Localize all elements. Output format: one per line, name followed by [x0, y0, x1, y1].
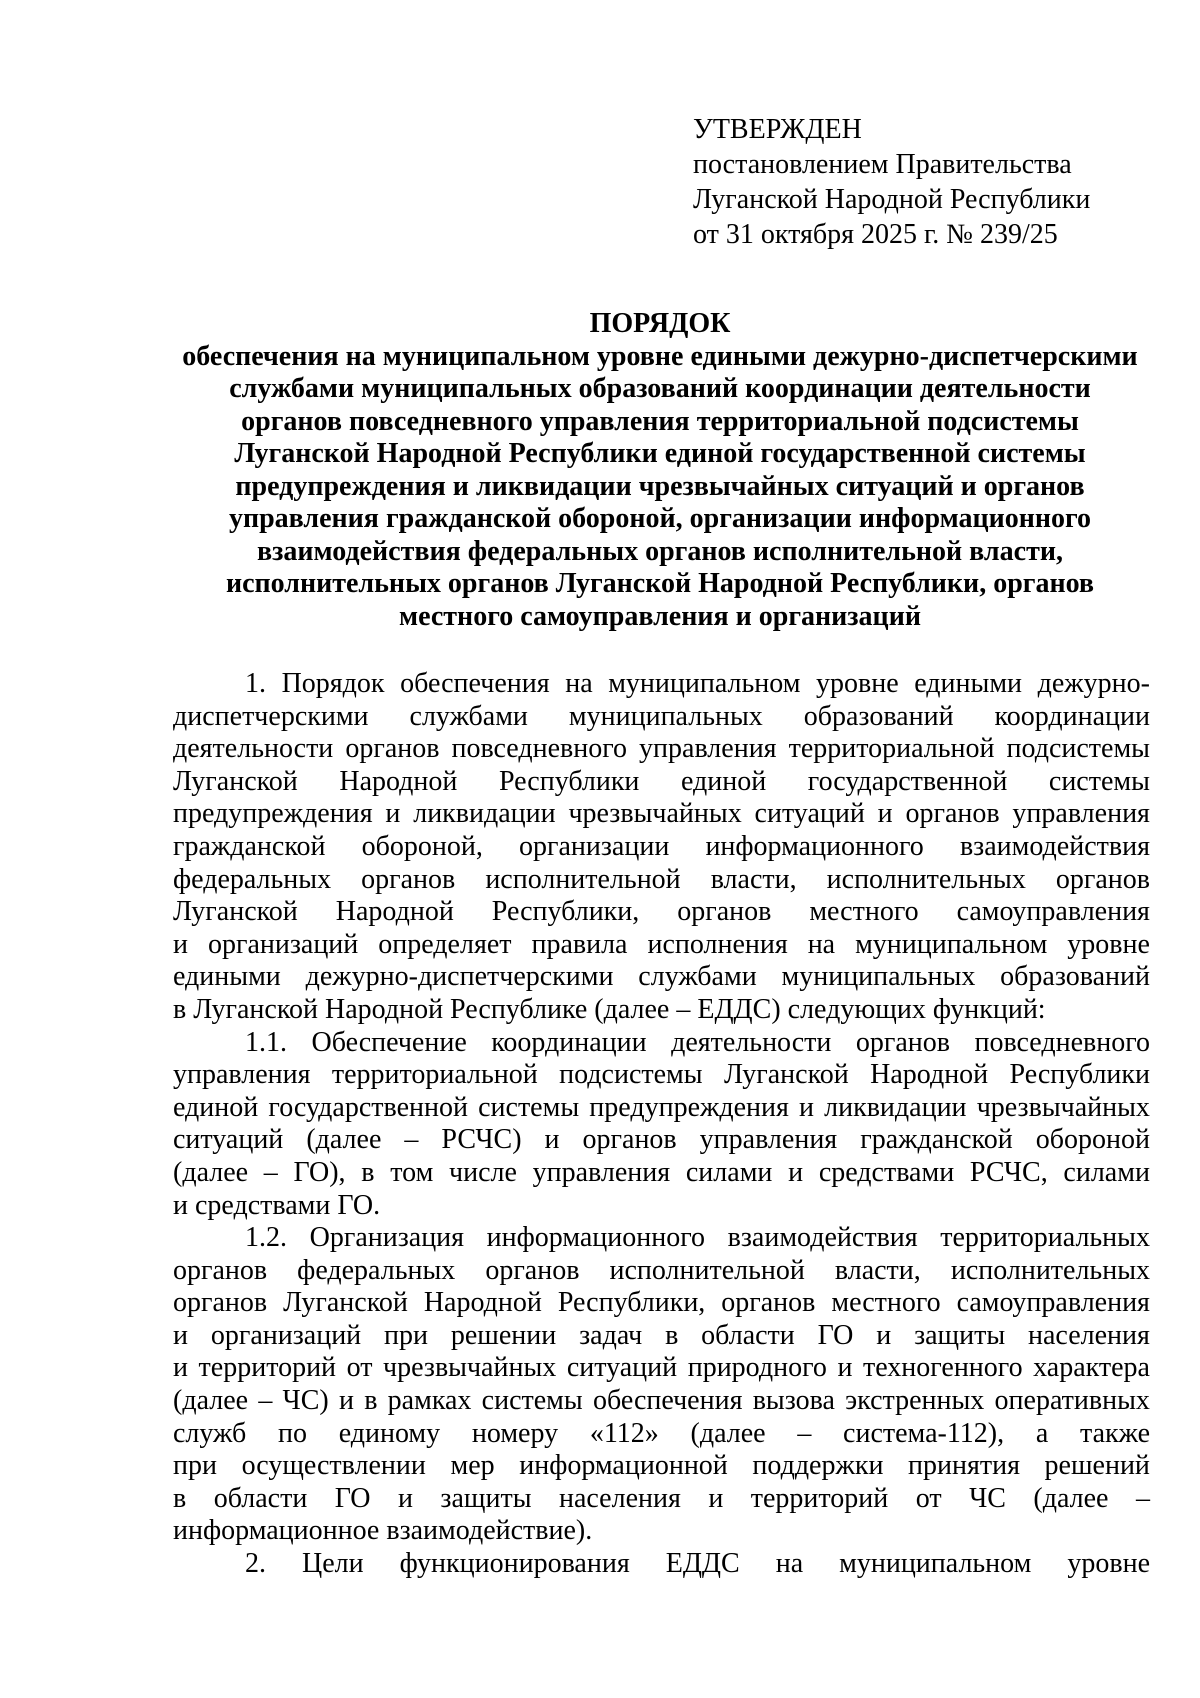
text-line: и организаций при решении задач в области ГО и защиты населения: [173, 1319, 1150, 1351]
text-line: предупреждения и ликвидации чрезвычайных ситуаций и органов управления: [173, 798, 1150, 830]
text-line: 1.1. Обеспечение координации деятельности органов повседневного: [245, 1026, 1150, 1058]
document-title-block: [160, 308, 1160, 633]
document-body: [173, 668, 1150, 1581]
document-subtitle-line: исполнительных органов Луганской Народной Республики, органов: [225, 568, 1095, 599]
text-line: при осуществлении мер информационной поддержки принятия решений: [173, 1450, 1150, 1482]
text-line: деятельности органов повседневного управления территориальной подсистемы: [173, 733, 1150, 765]
text-line: в области ГО и защиты населения и территорий от ЧС (далее –: [173, 1482, 1150, 1514]
text-line: Луганской Народной Республики единой государственной системы: [173, 765, 1150, 797]
text-line: и средствами ГО.: [173, 1189, 381, 1221]
text-line: информационное взаимодействие).: [173, 1515, 593, 1547]
document-subtitle-line: Луганской Народной Республики единой государственной системы: [234, 438, 1086, 469]
paragraph-1-1: [173, 1027, 1150, 1223]
text-line: 1. Порядок обеспечения на муниципальном уровне едиными дежурно-: [245, 668, 1150, 699]
text-line: гражданской обороной, организации информационного взаимодействия: [173, 830, 1150, 862]
document-heading: ПОРЯДОК: [589, 308, 731, 339]
text-line: 2. Цели функционирования ЕДДС на муниципальном уровне: [245, 1548, 1150, 1580]
paragraph-2: [173, 1548, 1150, 1581]
document-subtitle-line: обеспечения на муниципальном уровне едиными дежурно-диспетчерскими: [182, 340, 1138, 372]
document-subtitle-line: органов повседневного управления территориальной подсистемы: [241, 405, 1079, 437]
text-line: органов федеральных органов исполнительной власти, исполнительных: [173, 1254, 1150, 1286]
text-line: в Луганской Народной Республике (далее – ЕДДС) следующих функций:: [173, 993, 1046, 1025]
document-subtitle-line: предупреждения и ликвидации чрезвычайных ситуаций и органов: [235, 470, 1085, 502]
document-subtitle-line: взаимодействия федеральных органов исполнительной власти,: [257, 535, 1063, 567]
document-subtitle-line: местного самоуправления и организаций: [399, 600, 921, 632]
text-line: управления территориальной подсистемы Луганской Народной Республики: [173, 1059, 1150, 1091]
approval-line: Луганской Народной Республики: [693, 184, 1091, 215]
text-line: едиными дежурно-диспетчерскими службами муниципальных образований: [173, 961, 1150, 993]
text-line: служб по единому номеру «112» (далее – система-112), а также: [173, 1417, 1150, 1449]
text-line: и территорий от чрезвычайных ситуаций природного и техногенного характера: [173, 1352, 1150, 1384]
approval-line: УТВЕРЖДЕН: [693, 114, 862, 145]
text-line: (далее – ГО), в том числе управления силами и средствами РСЧС, силами: [173, 1156, 1150, 1188]
approval-line: от 31 октября 2025 г. № 239/25: [693, 219, 1058, 250]
text-line: диспетчерскими службами муниципальных образований координации: [173, 700, 1150, 732]
paragraph-1-2: [173, 1222, 1150, 1548]
approval-stamp: [693, 112, 1163, 252]
document-subtitle-line: службами муниципальных образований координации деятельности: [229, 373, 1091, 404]
text-line: и организаций определяет правила исполнения на муниципальном уровне: [173, 928, 1150, 960]
text-line: ситуаций (далее – РСЧС) и органов управления гражданской обороной: [173, 1124, 1150, 1156]
approval-line: постановлением Правительства: [693, 149, 1072, 180]
text-line: 1.2. Организация информационного взаимодействия территориальных: [245, 1222, 1150, 1254]
paragraph-1: [173, 668, 1150, 1027]
text-line: органов Луганской Народной Республики, органов местного самоуправления: [173, 1287, 1150, 1319]
document-subtitle-line: управления гражданской обороной, организации информационного: [228, 503, 1092, 534]
text-line: единой государственной системы предупреждения и ликвидации чрезвычайных: [173, 1091, 1150, 1123]
text-line: (далее – ЧС) и в рамках системы обеспечения вызова экстренных оперативных: [173, 1385, 1150, 1417]
text-line: Луганской Народной Республики, органов местного самоуправления: [173, 896, 1150, 928]
text-line: федеральных органов исполнительной власти, исполнительных органов: [173, 863, 1150, 895]
